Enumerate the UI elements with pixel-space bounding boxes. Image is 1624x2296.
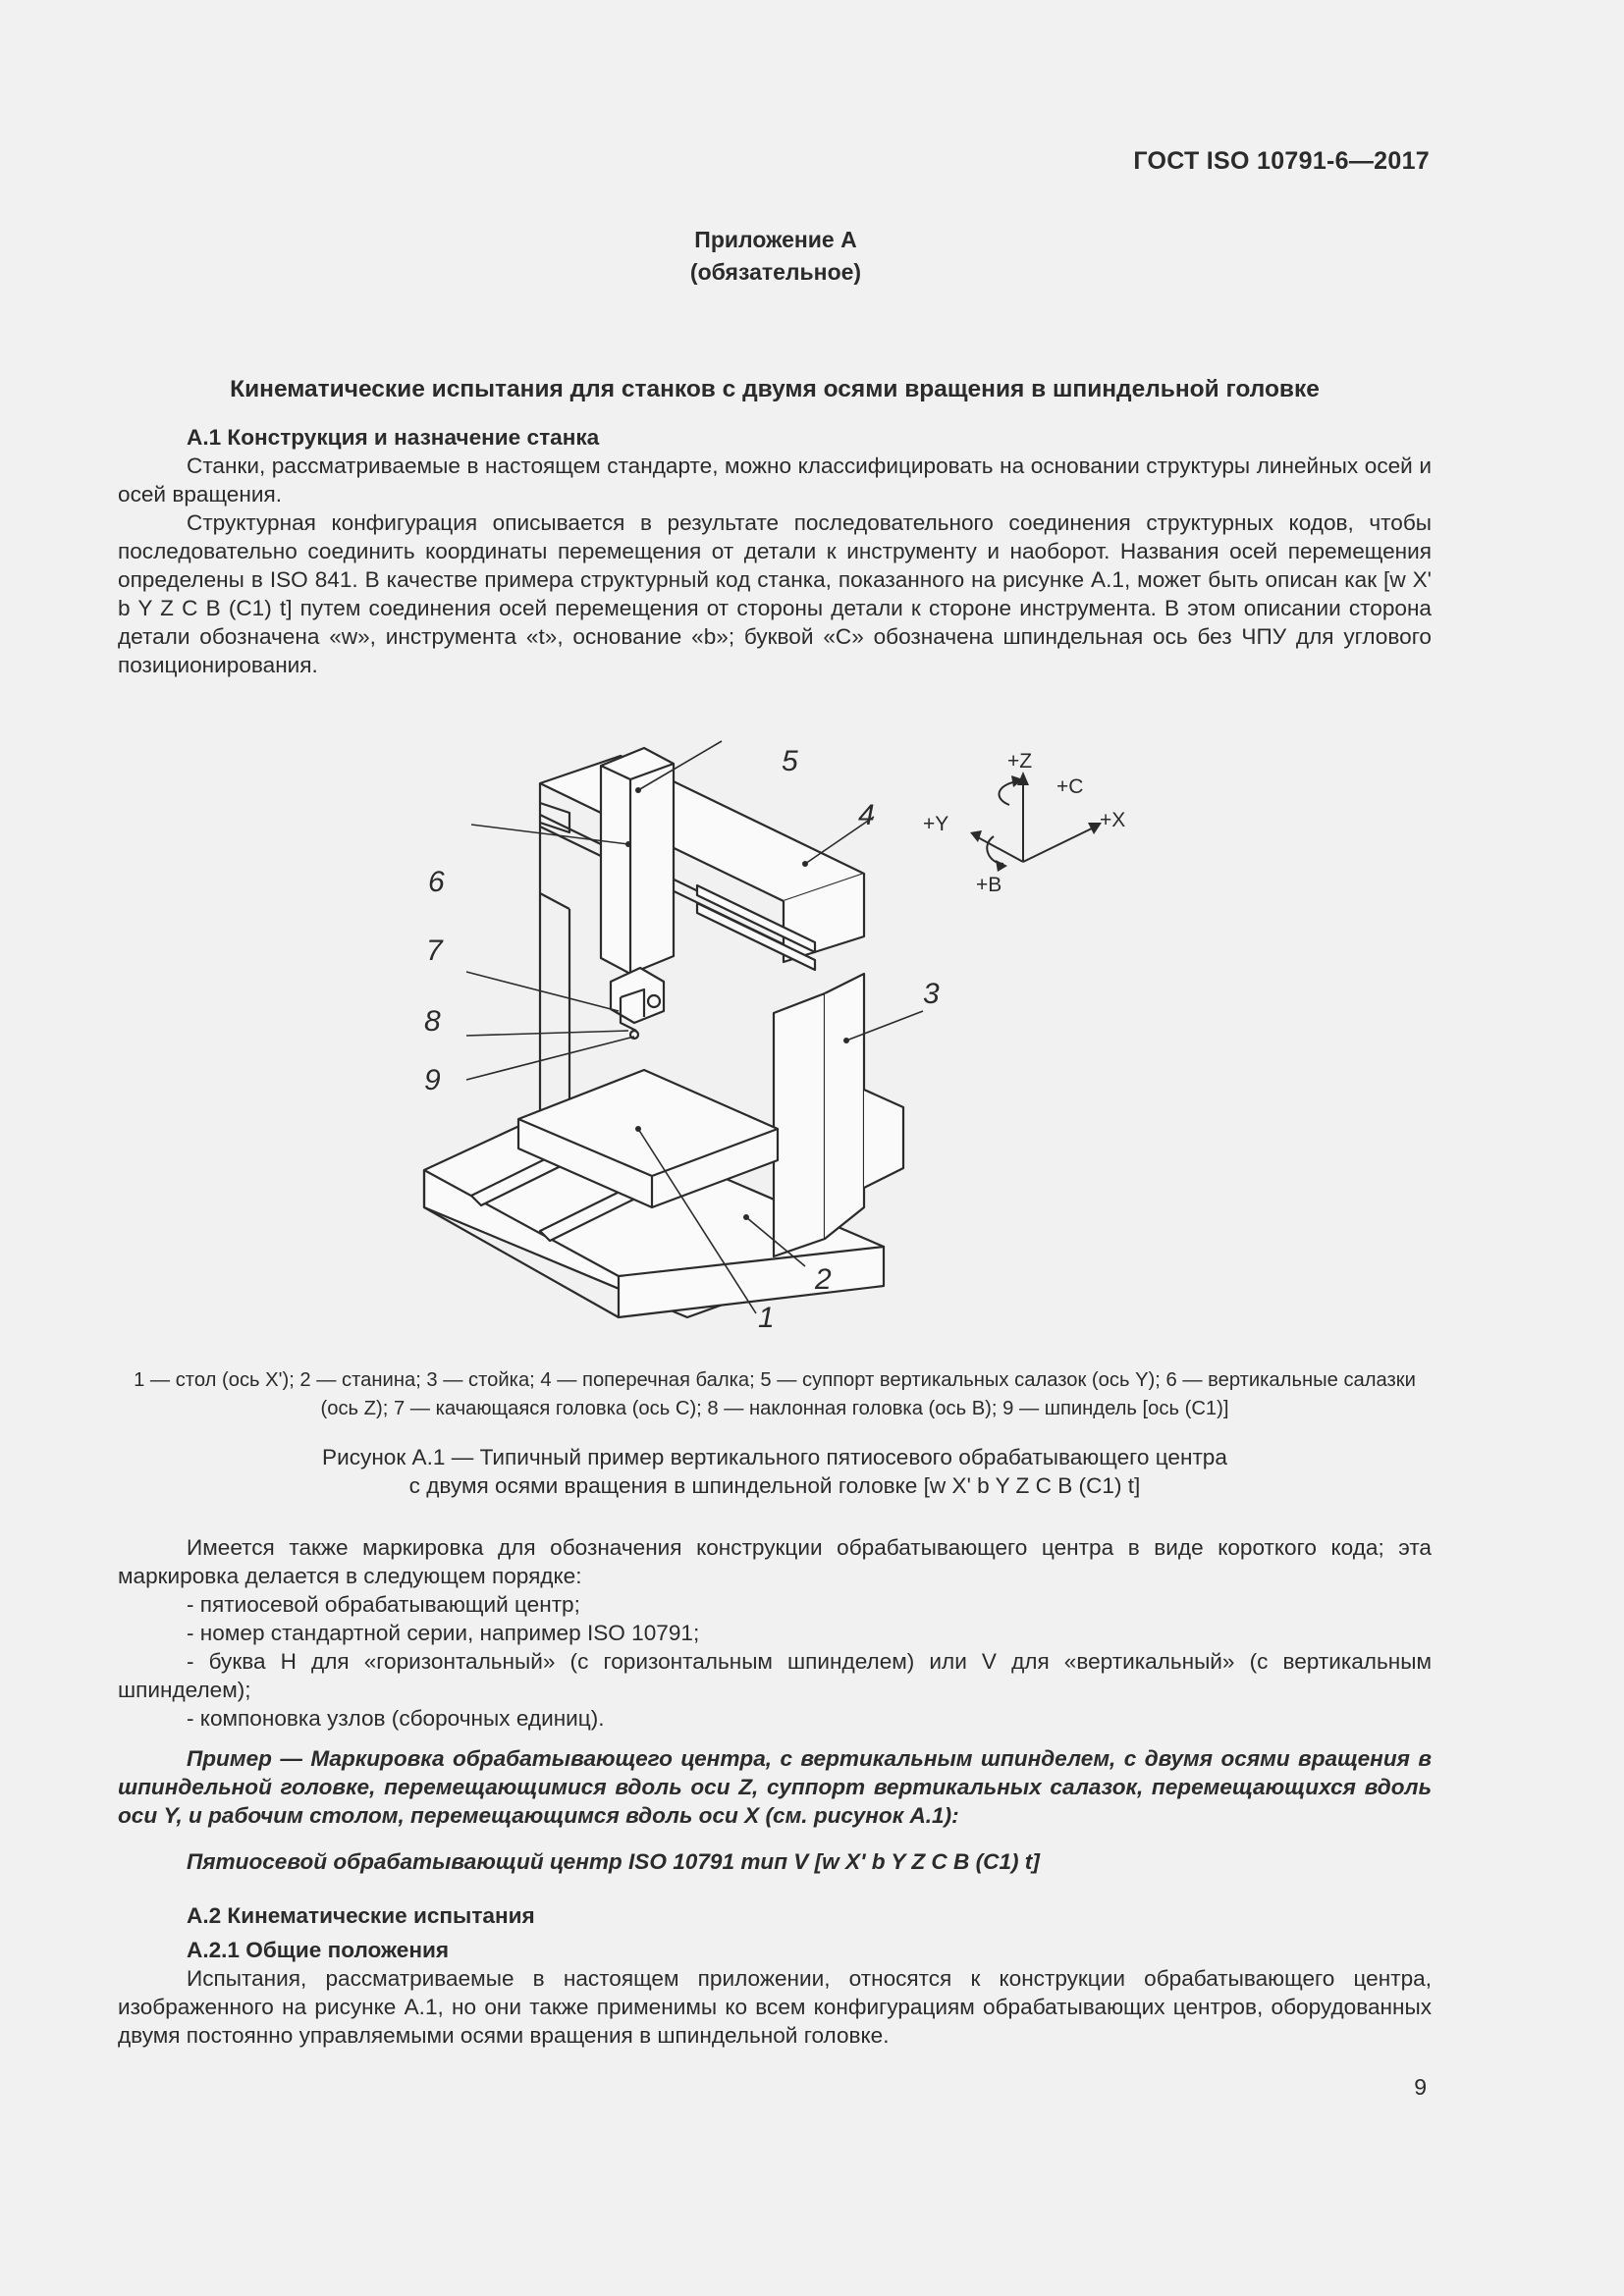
main-title: Кинематические испытания для станков с двумя осями вращения в шпиндельной головке	[230, 376, 1320, 402]
marking-example-code: Пятиосевой обрабатывающий центр ISO 10791 тип V [w X' b Y Z C B (C1) t]	[187, 1849, 1040, 1874]
axis-y-label: +Y	[923, 813, 949, 835]
section-a1	[118, 423, 1432, 679]
axis-x-label: +X	[1100, 809, 1126, 831]
label-7: 7	[426, 934, 443, 967]
page-number: 9	[1414, 2074, 1427, 2100]
marking-item-4: - компоновка узлов (сборочных единиц).	[187, 1706, 605, 1731]
marking-example: Пример — Маркировка обрабатывающего центра, с вертикальным шпинделем, с двумя осями вращения в шпиндельной головке, перемещающимися вдоль оси Z, суппорт вертикальных салазок, перемещающихся вдоль оси Y, и рабочим столом, перемещающимся вдоль оси X (см. рисунок А.1):	[118, 1746, 1432, 1828]
marking-item-3: - буква H для «горизонтальный» (с горизонтальным шпинделем) или V для «вертикальный» (с вертикальным шпинделем);	[118, 1649, 1432, 1702]
marking-section	[118, 1533, 1432, 1876]
section-a21-para: Испытания, рассматриваемые в настоящем приложении, относятся к конструкции обрабатывающего центра, изображенного на рисунке А.1, но они также применимы ко всем конфигурациям обрабатывающих центров, оборудованных двумя постоянно управляемыми осями вращения в шпиндельной головке.	[118, 1966, 1432, 2048]
standard-code: ГОСТ ISO 10791-6—2017	[1133, 147, 1430, 175]
figure-legend: 1 — стол (ось X'); 2 — станина; 3 — стойка; 4 — поперечная балка; 5 — суппорт вертикальных салазок (ось Y); 6 — вертикальные салазки (ось Z); 7 — качающаяся головка (ось C); 8 — наклонная головка (ось B); 9 — шпиндель [ось (C1)]	[134, 1369, 1416, 1419]
label-1: 1	[758, 1302, 775, 1334]
section-a1-para1: Станки, рассматриваемые в настоящем стандарте, можно классифицировать на основании структуры линейных осей и осей вращения.	[118, 454, 1432, 507]
label-2: 2	[815, 1263, 832, 1296]
axis-c-label: +C	[1056, 775, 1084, 798]
label-3: 3	[923, 978, 940, 1010]
section-a1-para2: Структурная конфигурация описывается в результате последовательного соединения структурных кодов, чтобы последовательно соединить координаты перемещения от детали к инструменту и наоборот. Названия осей перемещения определены в ISO 841. В качестве примера структурный код станка, показанного на рисунке А.1, может быть описан как [w X' b Y Z C B (C1) t] путем соединения осей перемещения от стороны детали к стороне инструмента. В этом описании сторона детали обозначена «w», инструмента «t», основание «b»; буквой «C» обозначена шпиндельная ось без ЧПУ для углового позиционирования.	[118, 510, 1432, 677]
axis-z-label: +Z	[1007, 750, 1033, 773]
marking-item-2: - номер стандартной серии, например ISO 10791;	[187, 1621, 700, 1645]
annex-title: Приложение А	[694, 227, 857, 252]
label-4: 4	[858, 799, 875, 831]
annex-heading	[0, 224, 1551, 289]
label-5: 5	[782, 745, 798, 777]
figure-caption-line1: Рисунок А.1 — Типичный пример вертикального пятиосевого обрабатывающего центра	[322, 1445, 1227, 1469]
figure-caption-line2: с двумя осями вращения в шпиндельной головке [w X' b Y Z C B (C1) t]	[408, 1473, 1141, 1498]
machine-figure	[393, 717, 1159, 1345]
label-9: 9	[424, 1064, 441, 1096]
figure-caption	[118, 1443, 1432, 1500]
label-6: 6	[428, 866, 445, 898]
marking-intro: Имеется также маркировка для обозначения конструкции обрабатывающего центра в виде короткого кода; эта маркировка делается в следующем порядке:	[118, 1535, 1432, 1588]
annex-status: (обязательное)	[689, 259, 862, 285]
axis-b-label: +B	[976, 874, 1002, 896]
section-a21-heading: А.2.1 Общие положения	[187, 1938, 450, 1962]
label-8: 8	[424, 1005, 441, 1038]
marking-item-1: - пятиосевой обрабатывающий центр;	[187, 1592, 580, 1617]
right-column	[774, 993, 825, 1256]
section-a1-heading: А.1 Конструкция и назначение станка	[187, 425, 600, 450]
cross-beam	[540, 756, 864, 901]
vertical-slide	[601, 748, 674, 974]
section-a2	[118, 1901, 1432, 2050]
section-a2-heading: А.2 Кинематические испытания	[187, 1903, 535, 1928]
